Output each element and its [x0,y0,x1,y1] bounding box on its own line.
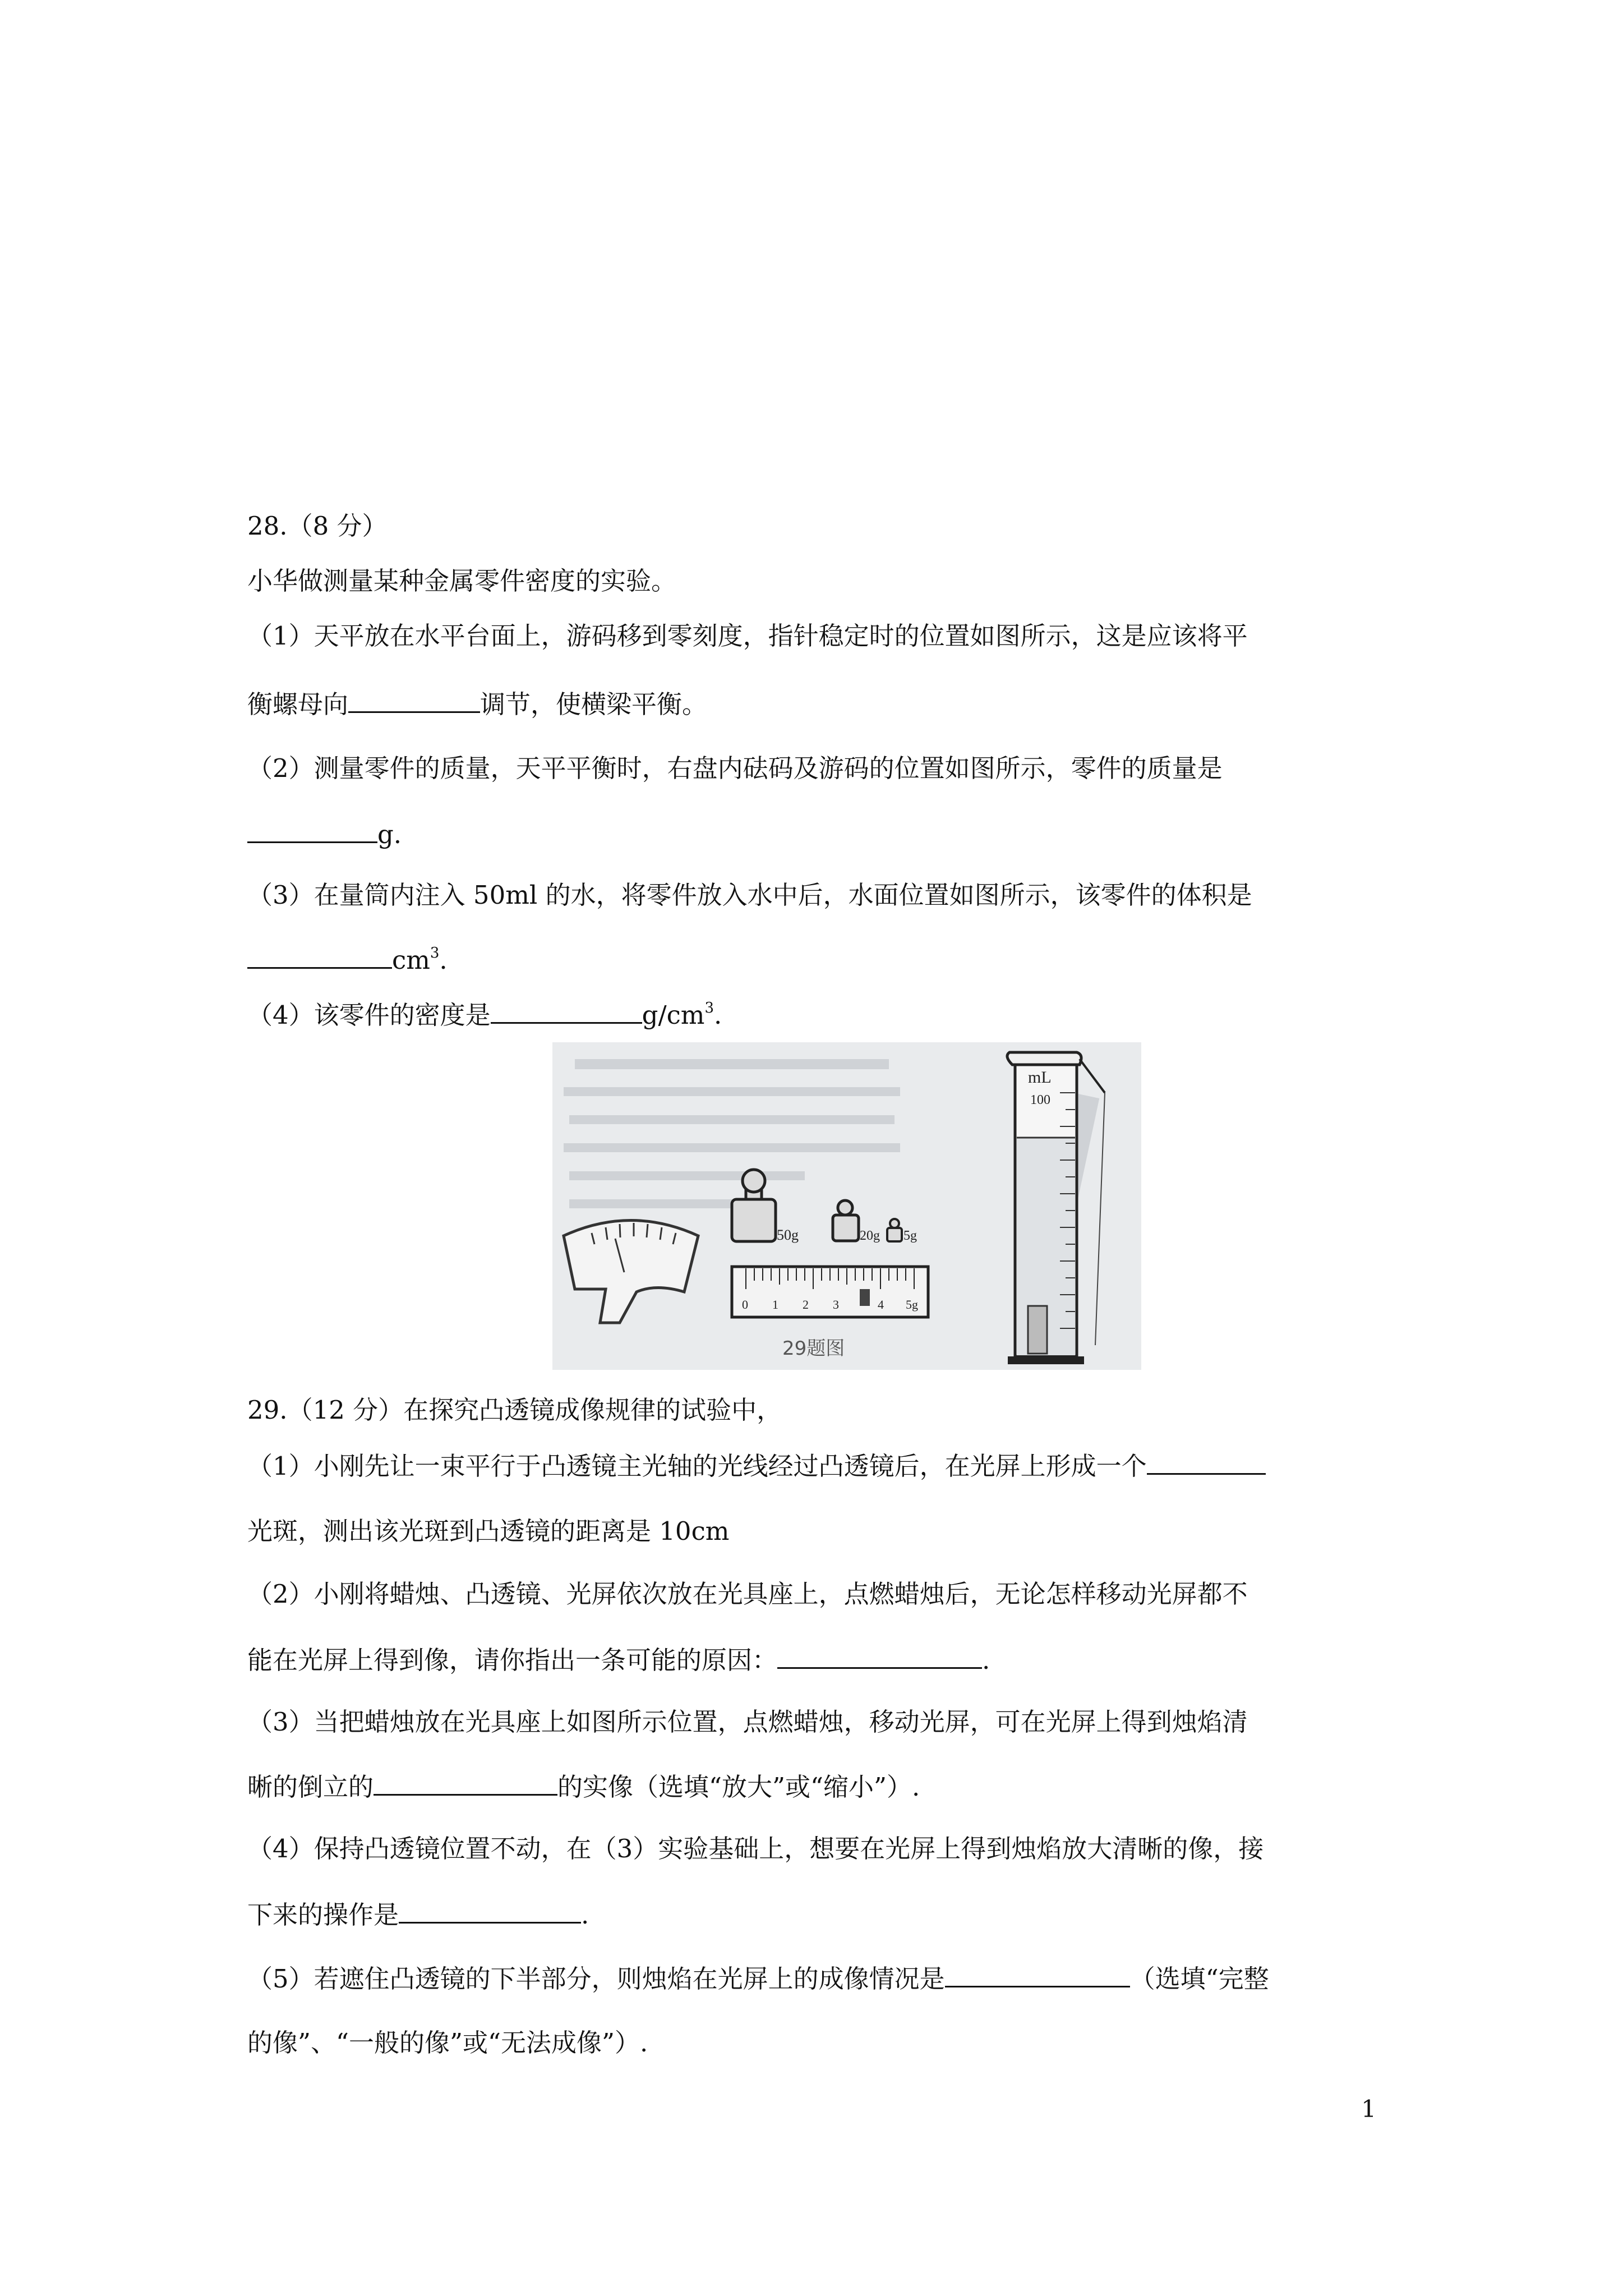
figure-drawing [552,1042,1141,1370]
ruler-tick-label: 5g [906,1297,918,1312]
page-number: 1 [1361,2095,1376,2123]
answer-blank[interactable] [399,1897,581,1924]
q29-part1-text: （1）小刚先让一束平行于凸透镜主光轴的光线经过凸透镜后，在光屏上形成一个 [247,1451,1147,1481]
q28-part1-line2 [247,687,707,721]
weight-label: 5g [903,1228,917,1243]
q29-part5-line2: 的像”、“一般的像”或“无法成像”）. [247,2028,648,2058]
cylinder-max-label: 100 [1030,1093,1050,1107]
q29-part3-line1: （3）当把蜡烛放在光具座上如图所示位置，点燃蜡烛，移动光屏，可在光屏上得到烛焰清 [247,1707,1248,1737]
rider-ruler [732,1267,928,1317]
q28-part4-sup: 3 [704,1000,714,1016]
q29-part2-end: . [982,1645,990,1675]
experiment-figure [552,1042,1141,1370]
q29-part3-tail: 的实像（选填“放大”或“缩小”）. [557,1772,920,1802]
ruler-tick-label: 4 [878,1297,884,1312]
q28-part1-text: 衡螺母向 [247,689,349,719]
q28-part3-unit: cm [392,945,430,975]
q29-part3-line2 [247,1769,920,1804]
q29-part1-line2: 光斑，测出该光斑到凸透镜的距离是 10cm [247,1516,730,1546]
q29-part3-text: 晰的倒立的 [247,1772,374,1802]
q29-part4-text: 下来的操作是 [247,1900,399,1930]
q29-header: 29.（12 分）在探究凸透镜成像规律的试验中， [247,1395,782,1425]
q28-part2-unit: g. [377,820,402,849]
q28-header: 28.（8 分） [247,511,388,541]
answer-blank[interactable] [491,997,642,1024]
weight-5g-icon [887,1219,902,1241]
ruler-tick-label: 1 [772,1297,778,1312]
q28-part4-unit: g/cm [642,1000,705,1030]
answer-blank[interactable] [777,1642,982,1669]
answer-blank[interactable] [374,1769,557,1796]
q28-part3-line2 [247,942,448,977]
weight-label: 50g [777,1227,799,1243]
q29-part5-text: （5）若遮住凸透镜的下半部分，则烛焰在光屏上的成像情况是 [247,1964,945,1994]
figure-caption: 29题图 [782,1337,845,1360]
q29-part2-line1: （2）小刚将蜡烛、凸透镜、光屏依次放在光具座上，点燃蜡烛后，无论怎样移动光屏都不 [247,1579,1248,1609]
q28-intro: 小华做测量某种金属零件密度的实验。 [247,566,677,596]
q28-part4 [247,997,722,1032]
answer-blank[interactable] [247,817,377,843]
q28-part1-tail: 调节，使横梁平衡。 [480,689,708,719]
ruler-tick-label: 0 [742,1297,748,1312]
q28-part2-line2 [247,817,402,852]
q29-part4-end: . [581,1900,589,1930]
answer-blank[interactable] [945,1961,1130,1987]
q29-part5-tail: （选填“完整 [1129,1964,1269,1994]
cylinder-unit: mL [1028,1068,1052,1087]
q29-part1-line1 [247,1448,1266,1483]
answer-blank[interactable] [247,942,392,969]
q29-part2-text: 能在光屏上得到像，请你指出一条可能的原因： [247,1645,778,1675]
q28-part3-sup: 3 [430,945,440,961]
q29-part5-line1 [247,1961,1269,1996]
answer-blank[interactable] [1147,1448,1266,1475]
q29-part2-line2 [247,1642,990,1677]
q28-part3-end: . [439,945,448,975]
q28-part2-line1: （2）测量零件的质量，天平平衡时，右盘内砝码及游码的位置如图所示，零件的质量是 [247,753,1223,783]
q29-part4-line2 [247,1897,589,1932]
ruler-tick-label: 2 [803,1297,809,1312]
q28-part1-line1: （1）天平放在水平台面上，游码移到零刻度，指针稳定时的位置如图所示，这是应该将平 [247,621,1248,651]
weight-label: 20g [860,1228,880,1243]
q28-part4-text: （4）该零件的密度是 [247,1000,491,1030]
q28-part4-end: . [714,1000,722,1030]
q29-part4-line1: （4）保持凸透镜位置不动，在（3）实验基础上，想要在光屏上得到烛焰放大清晰的像，接 [247,1834,1264,1864]
q28-part3-line1: （3）在量筒内注入 50ml 的水，将零件放入水中后，水面位置如图所示，该零件的体积是 [247,880,1252,910]
answer-blank[interactable] [348,687,480,713]
ruler-tick-label: 3 [833,1297,839,1312]
